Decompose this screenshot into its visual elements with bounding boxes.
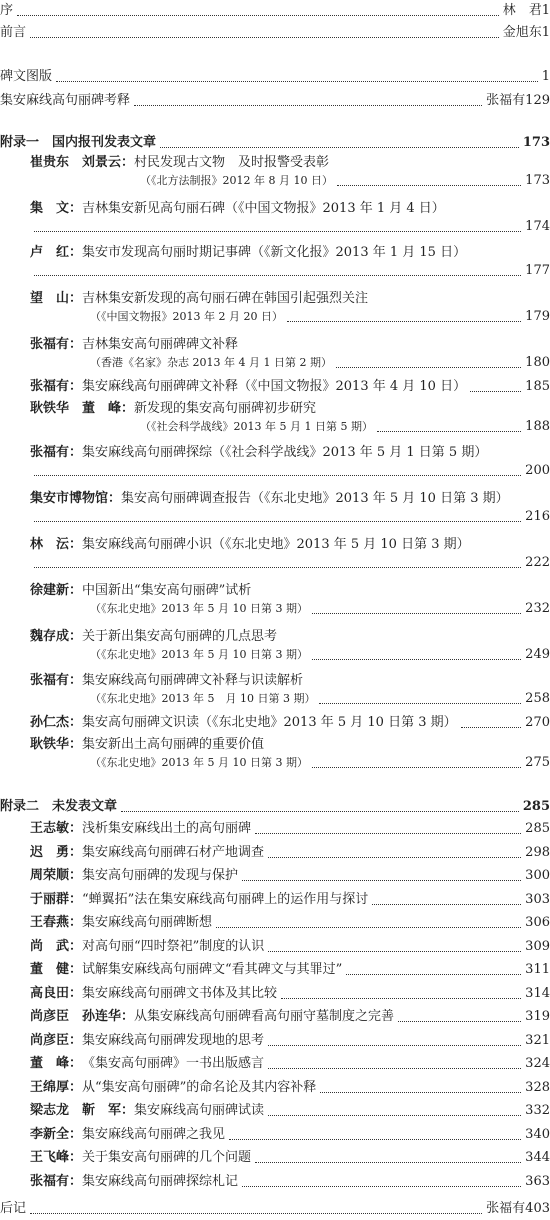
leader-dots xyxy=(121,811,519,812)
entry-source: （《东北史地》2013 年 5 月 10 日第 3 期） xyxy=(90,648,308,661)
toc-entry xyxy=(30,867,550,885)
entry-title: “蝉翼拓”法在集安麻线高句丽碑上的运作用与探讨 xyxy=(82,891,369,907)
entry-author: 耿铁华 董 峰： xyxy=(30,401,135,416)
toc-entry-afterword xyxy=(0,1200,550,1218)
leader-dots xyxy=(34,275,521,276)
page-number: 306 xyxy=(525,915,550,930)
page-number: 177 xyxy=(525,263,550,278)
entry-author: 金旭东 xyxy=(502,25,542,40)
entry-author: 张福有： xyxy=(30,1173,83,1189)
toc-entry xyxy=(30,1126,550,1144)
leader-dots xyxy=(461,727,522,728)
entry-title: 集安市发现高句丽时期记事碑（《新文化报》2013 年 1 月 15 日） xyxy=(82,245,467,260)
toc-entry xyxy=(30,1173,550,1191)
entry-author: 崔贵东 刘景云： xyxy=(30,155,135,170)
leader-dots xyxy=(312,659,521,660)
page-number: 285 xyxy=(525,821,550,836)
toc-entry xyxy=(30,1149,550,1167)
appendix2-heading xyxy=(0,798,550,816)
leader-dots xyxy=(17,15,499,16)
leader-dots xyxy=(34,567,521,568)
toc-entry xyxy=(30,714,550,732)
toc-entry-preface xyxy=(0,2,550,20)
entry-title: 对高句丽“四时祭祀”制度的认识 xyxy=(82,938,265,954)
toc-entry xyxy=(30,985,550,1003)
entry-title: 集安麻线高句丽碑碑文补释与识读解析 xyxy=(82,673,304,688)
toc-entry xyxy=(30,154,550,190)
leader-dots xyxy=(160,147,519,148)
page-number: 188 xyxy=(525,419,550,434)
toc-entry xyxy=(30,1032,550,1050)
entry-title: 集安新出土高句丽碑的重要价值 xyxy=(82,737,265,752)
entry-source: （《东北史地》2013 年 5 月 10 日第 3 期） xyxy=(90,602,308,615)
page-number: 309 xyxy=(525,938,550,954)
page-number: 314 xyxy=(525,985,550,1001)
entry-author: 董 峰： xyxy=(30,1056,83,1071)
toc-entry xyxy=(30,200,550,236)
entry-title: 新发现的集安高句丽碑初步研究 xyxy=(134,401,317,416)
leader-dots xyxy=(30,37,499,38)
page-number: 270 xyxy=(525,715,550,730)
entry-source: （香港《名家》杂志 2013 年 4 月 1 日第 2 期） xyxy=(90,356,332,369)
entry-author: 集 文： xyxy=(30,201,83,216)
entry-title: 前言 xyxy=(0,25,27,40)
leader-dots xyxy=(268,1115,521,1116)
toc-entry xyxy=(30,1079,550,1097)
leader-dots xyxy=(34,475,521,476)
page-number: 216 xyxy=(525,509,550,524)
entry-title: 中国新出“集安高句丽碑”试析 xyxy=(82,583,252,598)
page-number: 173 xyxy=(522,135,550,150)
toc-entry xyxy=(30,736,550,772)
page-number: 328 xyxy=(525,1079,550,1095)
entry-title: 集安麻线高句丽碑探综（《社会科学战线》2013 年 5 月 1 日第 5 期） xyxy=(82,445,488,460)
leader-dots xyxy=(34,231,521,232)
entry-title: 集安麻线高句丽碑碑文补释（《中国文物报》2013 年 4 月 10 日） xyxy=(82,379,467,394)
page-number: 179 xyxy=(525,309,550,324)
entry-title: 集安麻线高句丽碑石材产地调查 xyxy=(82,844,265,860)
page-number: 303 xyxy=(525,891,550,907)
entry-author: 王飞峰： xyxy=(30,1150,83,1165)
entry-author: 耿铁华： xyxy=(30,737,83,752)
page-number: 321 xyxy=(525,1032,550,1048)
entry-author: 孙仁杰： xyxy=(30,715,83,730)
entry-title: 后记 xyxy=(0,1201,27,1216)
entry-author: 魏存成： xyxy=(30,629,83,644)
leader-dots xyxy=(372,904,521,905)
leader-dots xyxy=(268,951,521,952)
leader-dots xyxy=(242,880,521,881)
entry-title: 集安高句丽碑文识读（《东北史地》2013 年 5 月 10 日第 3 期） xyxy=(82,715,457,730)
page-number: 1 xyxy=(541,25,550,40)
entry-title: 集安麻线高句丽碑考释 xyxy=(0,93,131,108)
entry-title: 碑文图版 xyxy=(0,69,53,84)
page-number: 200 xyxy=(525,463,550,478)
leader-dots xyxy=(255,833,521,834)
entry-author: 张福有： xyxy=(30,379,83,394)
page-number: 275 xyxy=(525,755,550,770)
toc-entry xyxy=(30,290,550,326)
page-number: 300 xyxy=(525,868,550,883)
entry-author: 尚 武： xyxy=(30,938,83,954)
page-number: 340 xyxy=(525,1126,550,1142)
page-number: 180 xyxy=(525,355,550,370)
entry-title: 吉林集安新见高句丽石碑（《中国文物报》2013 年 1 月 4 日） xyxy=(82,201,445,216)
entry-author: 尚彦臣 孙连华： xyxy=(30,1009,135,1024)
entry-title: 吉林集安高句丽碑碑文补释 xyxy=(82,337,239,352)
entry-author: 董 健： xyxy=(30,962,83,977)
entry-title: 集安麻线高句丽碑发现地的思考 xyxy=(82,1032,265,1048)
page-number: 232 xyxy=(525,601,550,616)
entry-source: （《社会科学战线》2013 年 5 月 1 日第 5 期） xyxy=(140,420,373,433)
entry-author: 林 君 xyxy=(502,3,542,18)
entry-author: 王春燕： xyxy=(30,915,83,930)
leader-dots xyxy=(346,974,521,975)
entry-title: 《集安高句丽碑》一书出版感言 xyxy=(82,1056,265,1071)
leader-dots xyxy=(216,927,521,928)
entry-title: 集安麻线高句丽碑试读 xyxy=(134,1103,265,1118)
entry-author: 卢 红： xyxy=(30,245,83,260)
toc-entry xyxy=(30,938,550,956)
entry-title: 试解集安麻线高句丽碑文“看其碑文与其罪过” xyxy=(82,962,343,977)
leader-dots xyxy=(320,1092,521,1093)
toc-entry xyxy=(30,400,550,436)
toc-entry xyxy=(30,914,550,932)
toc-entry xyxy=(30,536,550,572)
entry-author: 徐建新： xyxy=(30,583,83,598)
entry-author: 林 沄： xyxy=(30,537,83,552)
entry-title: 浅析集安麻线出土的高句丽碑 xyxy=(82,821,252,836)
entry-title: 集安高句丽碑的发现与保护 xyxy=(82,868,239,883)
toc-entry xyxy=(30,1102,550,1120)
leader-dots xyxy=(34,521,521,522)
entry-title: 从集安麻线高句丽碑看高句丽守墓制度之完善 xyxy=(134,1009,395,1024)
page-number: 298 xyxy=(525,844,550,860)
entry-author: 梁志龙 靳 军： xyxy=(30,1103,135,1118)
leader-dots xyxy=(268,1068,521,1069)
toc-entry xyxy=(30,844,550,862)
entry-title: 集安高句丽碑调查报告（《东北史地》2013 年 5 月 10 日第 3 期） xyxy=(121,491,509,506)
page-number: 174 xyxy=(525,219,550,234)
entry-author: 集安市博物馆： xyxy=(30,491,122,506)
toc-entry-foreword xyxy=(0,24,550,42)
entry-author: 李新全： xyxy=(30,1126,83,1142)
appendix1-heading xyxy=(0,134,550,152)
page-number: 403 xyxy=(525,1201,550,1216)
page-number: 222 xyxy=(525,555,550,570)
leader-dots xyxy=(268,1045,521,1046)
toc-entry xyxy=(30,490,550,526)
toc-entry xyxy=(30,891,550,909)
entry-source: （《东北史地》2013 年 5 月 10 日第 3 期） xyxy=(90,756,308,769)
entry-title: 从“集安高句丽碑”的命名论及其内容补释 xyxy=(82,1079,317,1095)
entry-author: 望 山： xyxy=(30,291,83,306)
page-number: 324 xyxy=(525,1056,550,1071)
toc-entry xyxy=(30,444,550,480)
toc-entry xyxy=(30,582,550,618)
page-number: 285 xyxy=(522,799,550,814)
page-number: 1 xyxy=(541,3,550,18)
toc-entry xyxy=(30,336,550,372)
leader-dots xyxy=(30,1213,482,1214)
entry-author: 张福有 xyxy=(486,1201,526,1216)
leader-dots xyxy=(255,1162,521,1163)
toc-entry xyxy=(30,1008,550,1026)
leader-dots xyxy=(242,1186,521,1187)
toc-entry xyxy=(30,628,550,664)
entry-title: 关于新出集安高句丽碑的几点思考 xyxy=(82,629,278,644)
entry-title: 关于集安高句丽碑的几个问题 xyxy=(82,1150,252,1165)
leader-dots xyxy=(312,767,521,768)
section-title: 附录一 国内报刊发表文章 xyxy=(0,135,157,150)
leader-dots xyxy=(398,1021,521,1022)
leader-dots xyxy=(268,857,521,858)
entry-source: （《北方法制报》2012 年 8 月 10 日） xyxy=(140,174,333,187)
leader-dots xyxy=(470,391,521,392)
toc-entry-study xyxy=(0,92,550,110)
entry-author: 张福有： xyxy=(30,445,83,460)
page-number: 129 xyxy=(525,93,550,108)
entry-title: 集安麻线高句丽碑断想 xyxy=(82,915,213,930)
section-title: 附录二 未发表文章 xyxy=(0,799,118,814)
entry-author: 张福有 xyxy=(486,93,526,108)
entry-title: 序 xyxy=(0,3,14,18)
entry-title: 吉林集安新发现的高句丽石碑在韩国引起强烈关注 xyxy=(82,291,369,306)
toc-entry-plates xyxy=(0,68,550,86)
entry-author: 周荣顺： xyxy=(30,868,83,883)
entry-author: 张福有： xyxy=(30,337,83,352)
page-number: 332 xyxy=(525,1103,550,1118)
entry-title: 集安麻线高句丽碑小识（《东北史地》2013 年 5 月 10 日第 3 期） xyxy=(82,537,470,552)
page-number: 185 xyxy=(525,379,550,394)
entry-author: 迟 勇： xyxy=(30,844,83,860)
toc-entry xyxy=(30,244,550,280)
entry-title: 集安麻线高句丽碑探综札记 xyxy=(82,1173,239,1189)
entry-author: 王绵厚： xyxy=(30,1079,83,1095)
toc-entry xyxy=(30,961,550,979)
leader-dots xyxy=(134,105,482,106)
toc-entry xyxy=(30,378,550,396)
leader-dots xyxy=(377,431,521,432)
entry-author: 尚彦臣： xyxy=(30,1032,83,1048)
entry-title: 集安麻线高句丽碑文书体及其比较 xyxy=(82,985,278,1001)
entry-author: 于丽群： xyxy=(30,891,83,907)
leader-dots xyxy=(287,321,521,322)
entry-author: 王志敏： xyxy=(30,821,83,836)
page-number: 311 xyxy=(525,962,550,977)
leader-dots xyxy=(337,185,521,186)
leader-dots xyxy=(56,81,538,82)
entry-source: （《东北史地》2013 年 5 月 10 日第 3 期） xyxy=(90,692,316,705)
entry-title: 村民发现古文物 及时报警受表彰 xyxy=(134,155,330,170)
entry-author: 张福有： xyxy=(30,673,83,688)
leader-dots xyxy=(281,998,521,999)
toc-entry xyxy=(30,1055,550,1073)
entry-source: （《中国文物报》2013 年 2 月 20 日） xyxy=(90,310,283,323)
page-number: 363 xyxy=(525,1173,550,1189)
page-number: 1 xyxy=(541,69,550,84)
entry-title: 集安麻线高句丽碑之我见 xyxy=(82,1126,226,1142)
toc-entry xyxy=(30,820,550,838)
page-number: 249 xyxy=(525,647,550,662)
toc-entry xyxy=(30,672,550,708)
page-number: 344 xyxy=(525,1150,550,1165)
page-number: 319 xyxy=(525,1009,550,1024)
leader-dots xyxy=(336,367,521,368)
entry-author: 高良田： xyxy=(30,985,83,1001)
leader-dots xyxy=(229,1139,521,1140)
leader-dots xyxy=(312,613,521,614)
page-number: 173 xyxy=(525,173,550,188)
page-number: 258 xyxy=(525,691,550,706)
leader-dots xyxy=(319,703,521,704)
